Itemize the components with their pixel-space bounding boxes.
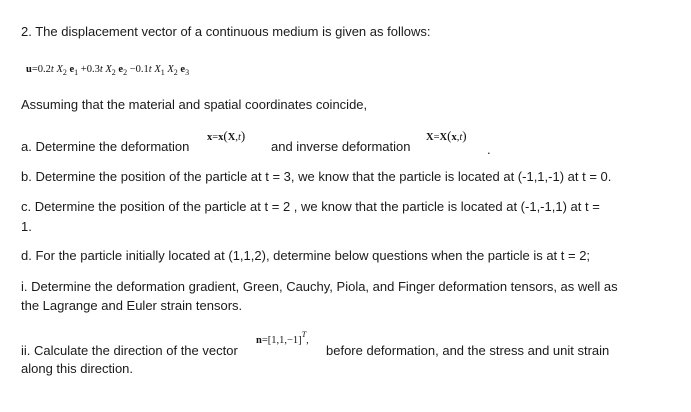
- part-i-text-line2: the Lagrange and Euler strain tensors.: [21, 298, 243, 313]
- part-a-prefix: a. Determine the deformation: [21, 139, 190, 154]
- part-ii-suffix: before deformation, and the stress and unit strain: [326, 343, 610, 358]
- part-d-text: d. For the particle initially located at (1,1,2), determine below questions when the particle is at t = 2;: [21, 248, 591, 263]
- problem-heading: 2. The displacement vector of a continuous medium is given as follows:: [21, 24, 431, 39]
- displacement-equation: u=0.2t $X_2$ $e_1 +0.3t$ $X_2$ $e_2 -0.1t$ $X_1$ $X_2$ $e_3$: [26, 64, 190, 77]
- deformation-equation: x=x(X,t): [207, 128, 246, 143]
- assumption-text: Assuming that the material and spatial coordinates coincide,: [21, 97, 368, 112]
- part-a-middle: and inverse deformation: [271, 139, 411, 154]
- part-i-text-line1: i. Determine the deformation gradient, Green, Cauchy, Piola, and Finger deformation tensors, as well as: [21, 279, 618, 294]
- inverse-deformation-equation: X=X(x,t): [426, 128, 467, 143]
- part-c-text-line1: c. Determine the position of the particle at t = 2 , we know that the particle is located at (-1,-1,1) at t =: [21, 199, 600, 214]
- part-ii-text-line2: along this direction.: [21, 361, 134, 376]
- part-ii-prefix: ii. Calculate the direction of the vector: [21, 343, 238, 358]
- part-c-text-line2: 1.: [21, 219, 32, 234]
- part-a-end: .: [487, 142, 491, 157]
- vector-n-equation: $n=[1,1,-1]^T$,: [256, 330, 309, 346]
- part-b-text: b. Determine the position of the particle at t = 3, we know that the particle is located at (-1,1,-1) at t = 0.: [21, 169, 612, 184]
